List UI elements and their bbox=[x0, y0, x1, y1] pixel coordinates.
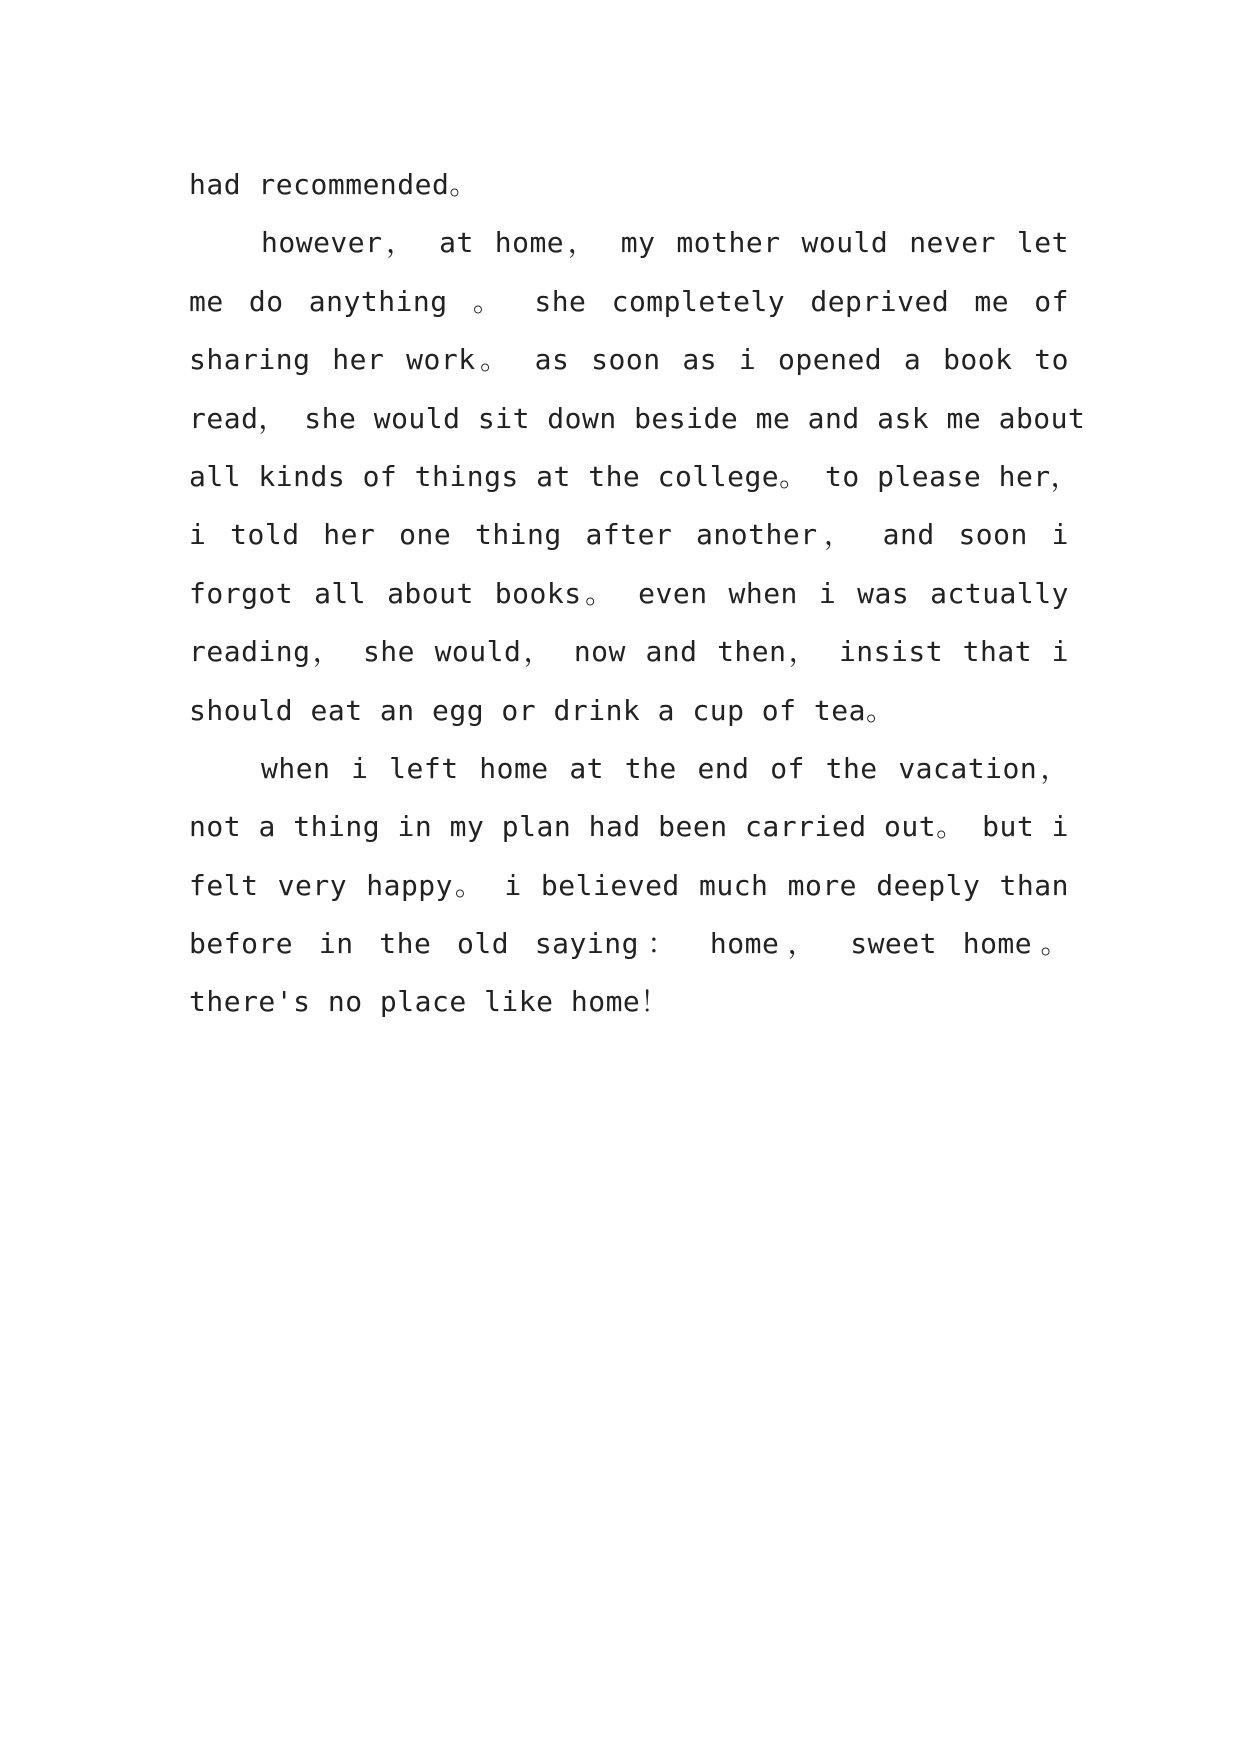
text-line: before in the old saying： home， sweet home。 bbox=[189, 927, 1069, 961]
text-line: when i left home at the end of the vacation， bbox=[261, 751, 1069, 785]
text-line: however， at home， my mother would never let bbox=[261, 226, 1069, 260]
text-line: felt very happy。 i believed much more deeply than bbox=[189, 868, 1069, 902]
text-line: sharing her work。 as soon as i opened a book to bbox=[189, 343, 1069, 377]
text-line: reading， she would， now and then， insist that i bbox=[189, 635, 1069, 669]
text-line: me do anything 。 she completely deprived me of bbox=[189, 284, 1069, 318]
text-line: should eat an egg or drink a cup of tea。 bbox=[189, 693, 895, 727]
text-line: read， she would sit down beside me and ask me about bbox=[189, 401, 1086, 435]
body-text bbox=[189, 156, 1086, 1032]
text-line: i told her one thing after another， and soon i bbox=[189, 518, 1069, 552]
text-line: all kinds of things at the college。 to please her， bbox=[189, 459, 1080, 493]
text-line: not a thing in my plan had been carried out。 but i bbox=[189, 810, 1069, 844]
text-line: forgot all about books。 even when i was actually bbox=[189, 576, 1069, 610]
text-line: had recommended。 bbox=[189, 168, 478, 201]
text-line: there's no place like home！ bbox=[189, 985, 669, 1019]
